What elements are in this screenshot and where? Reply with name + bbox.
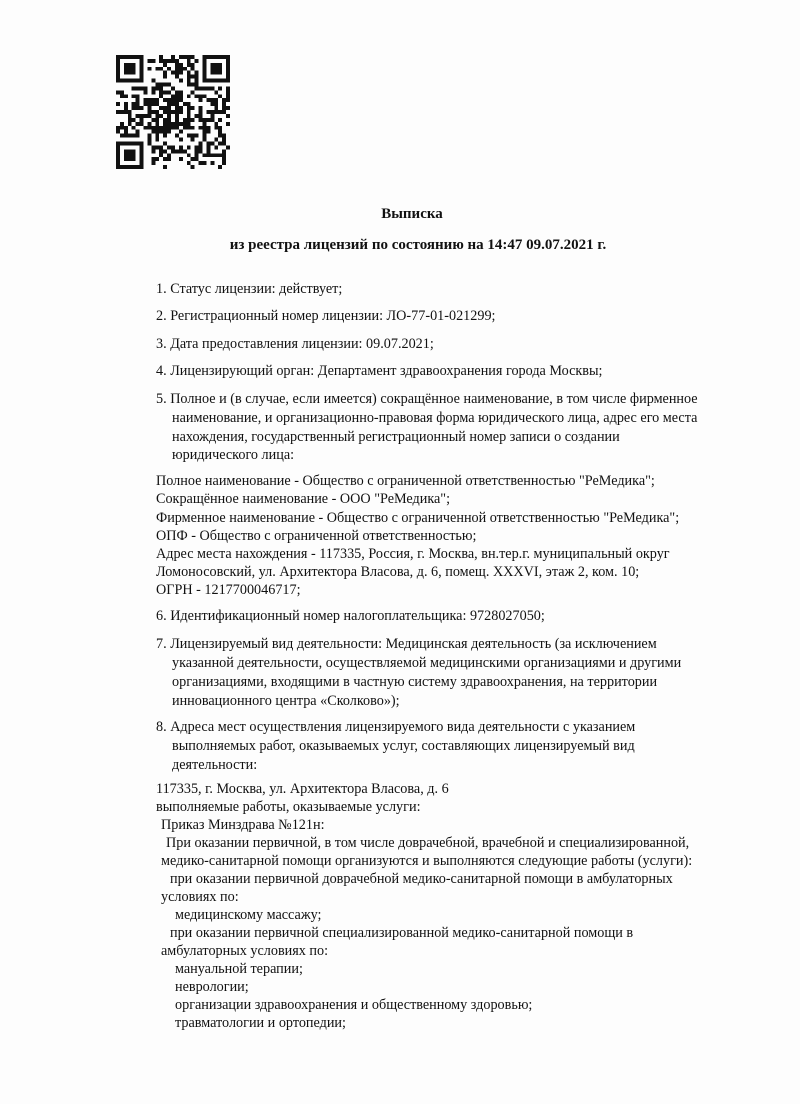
item-7-line-1: 7. Лицензируемый вид деятельности: Медицинская деятельность (за исключением — [156, 636, 657, 652]
item-7-line-4: инновационного центра «Сколково»); — [172, 693, 400, 709]
item-5-line-4: юридического лица: — [172, 447, 295, 463]
item-3-issue-date: 3. Дата предоставления лицензии: 09.07.2021; — [156, 336, 434, 352]
specialized-care-line-2: амбулаторных условиях по: — [161, 943, 329, 959]
org-address-line-2: Ломоносовский, ул. Архитектора Власова, д. 6, помещ. XXXVI, этаж 2, ком. 10; — [156, 564, 640, 580]
item-7-line-2: указанной деятельности, осуществляемой медицинскими организациями и другими — [172, 655, 682, 671]
activity-address: 117335, г. Москва, ул. Архитектора Власова, д. 6 — [156, 781, 449, 797]
item-8-line-2: выполняемых работ, оказываемых услуг, составляющих лицензируемый вид — [172, 738, 635, 754]
service-manual-therapy: мануальной терапии; — [175, 961, 303, 977]
specialized-care-line-1: при оказании первичной специализированной медико-санитарной помощи в — [170, 925, 634, 941]
item-5-line-3: нахождения, государственный регистрационный номер записи о создании — [172, 429, 620, 445]
primary-prehospital-line-2: условиях по: — [161, 889, 239, 905]
qr-code-icon — [116, 55, 230, 169]
order-reference: Приказ Минздрава №121н: — [161, 817, 325, 833]
org-full-name: Полное наименование - Общество с ограниченной ответственностью "РеМедика"; — [156, 473, 655, 489]
item-7-line-3: организациями, входящими в частную систему здравоохранения, на территории — [172, 674, 658, 690]
org-short-name: Сокращённое наименование - ООО "РеМедика"; — [156, 491, 451, 507]
item-5-line-1: 5. Полное и (в случае, если имеется) сокращённое наименование, в том числе фирменное — [156, 391, 698, 407]
service-massage: медицинскому массажу; — [175, 907, 322, 923]
document-title: Выписка — [381, 206, 443, 222]
service-traumatology: травматологии и ортопедии; — [175, 1015, 346, 1031]
org-ogrn: ОГРН - 1217700046717; — [156, 582, 301, 598]
org-legal-form: ОПФ - Общество с ограниченной ответственностью; — [156, 528, 477, 544]
document-subtitle: из реестра лицензий по состоянию на 14:47 09.07.2021 г. — [229, 237, 607, 253]
item-4-licensing-authority: 4. Лицензирующий орган: Департамент здравоохранения города Москвы; — [156, 363, 603, 379]
item-6-inn: 6. Идентификационный номер налогоплательщика: 9728027050; — [156, 608, 545, 624]
service-neurology: неврологии; — [175, 979, 249, 995]
item-5-line-2: наименование, и организационно-правовая форма юридического лица, адрес его места — [172, 410, 698, 426]
item-8-line-3: деятельности: — [172, 757, 258, 773]
service-healthcare-organization: организации здравоохранения и общественному здоровью; — [175, 997, 533, 1013]
primary-prehospital-line-1: при оказании первичной доврачебной медико-санитарной помощи в амбулаторных — [170, 871, 673, 887]
org-brand-name: Фирменное наименование - Общество с ограниченной ответственностью "РеМедика"; — [156, 510, 680, 526]
item-2-registration-number: 2. Регистрационный номер лицензии: ЛО-77-01-021299; — [156, 308, 496, 324]
item-8-line-1: 8. Адреса мест осуществления лицензируемого вида деятельности с указанием — [156, 719, 636, 735]
care-intro-line-1: При оказании первичной, в том числе доврачебной, врачебной и специализированной, — [166, 835, 690, 851]
care-intro-line-2: медико-санитарной помощи организуются и выполняются следующие работы (услуги): — [161, 853, 693, 869]
item-1-license-status: 1. Статус лицензии: действует; — [156, 281, 343, 297]
org-address-line-1: Адрес места нахождения - 117335, Россия, г. Москва, вн.тер.г. муниципальный округ — [156, 546, 670, 562]
works-services-heading: выполняемые работы, оказываемые услуги: — [156, 799, 421, 815]
